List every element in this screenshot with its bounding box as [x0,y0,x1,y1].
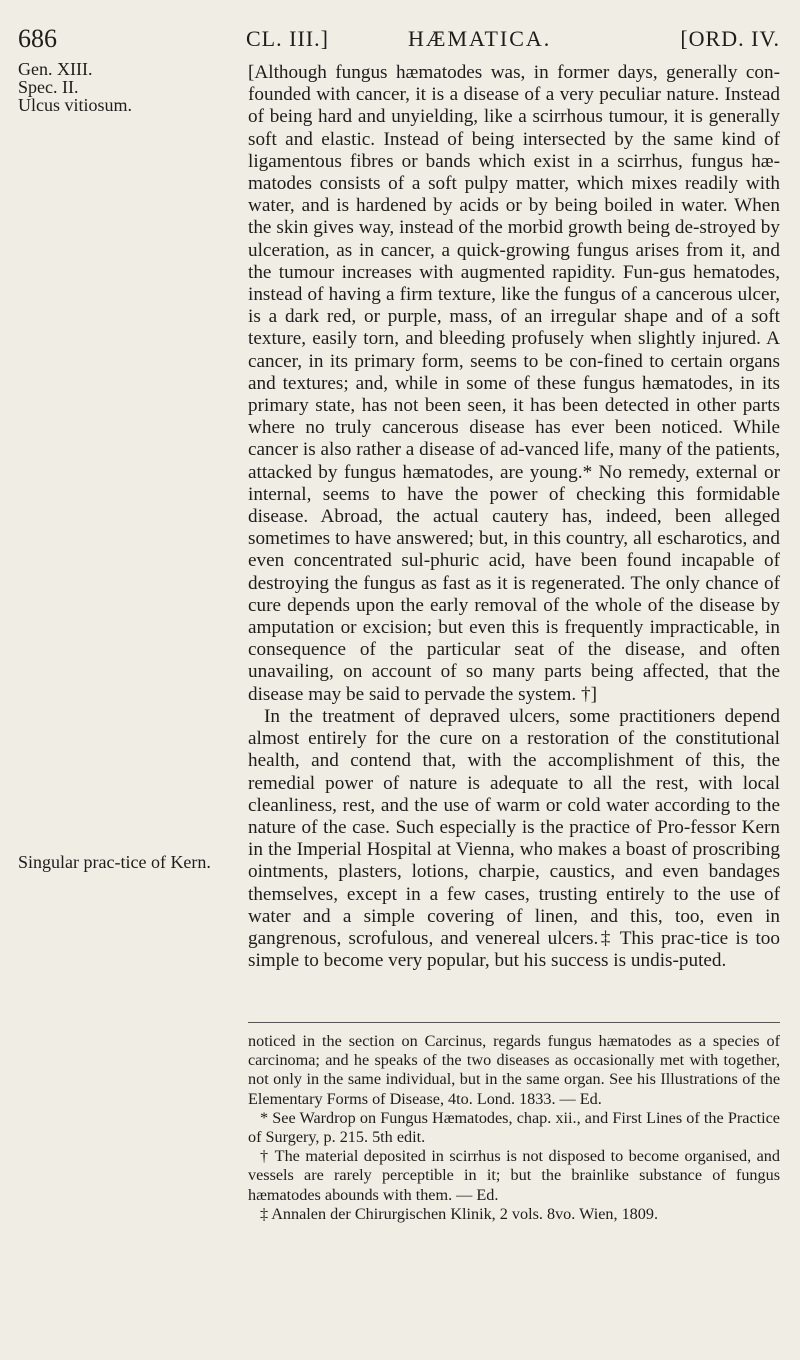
footnote-double-dagger: ‡ Annalen der Chirurgischen Klinik, 2 vols. 8vo. Wien, 1809. [260,1204,658,1223]
order-reference: [ORD. IV. [680,26,780,51]
paragraph-fungus-haematodes: [Although fungus hæmatodes was, in former days, generally con-founded with cancer, it is a disease of a very peculiar nature. Instead of being hard and unyielding, like a scirrhous tumour, it is generally soft and elastic. Instead of being intersected by the same kind of ligamentous fibres or bands which exist in a scirrhus, fungus hæ-matodes consists of a soft pulpy matter, which mixes readily with water, and is hardened by acids or by being boiled in water. When the skin gives way, instead of the morbid growth being de-stroyed by ulceration, as in cancer, a quick-growing fungus arises from it, and the tumour increases with augmented rapidity. Fun-gus hematodes, instead of having a firm texture, like the fungus of a cancerous ulcer, is a dark red, or purple, mass, of an irregular shape and of a soft texture, easily torn, and bleeding profusely when slightly injured. A cancer, in its primary form, seems to be con-fined to certain organs and textures; and, while in some of these fungus hæmatodes, in its primary state, has not been seen, it has been detected in other parts where no truly cancerous disease has ever been noticed. While cancer is also rather a disease of ad-vanced life, many of the patients, attacked by fungus hæmatodes, are young.* No remedy, external or internal, seems to have the power of checking this formidable disease. Abroad, the actual cautery has, indeed, been alleged sometimes to have answered; but, in this country, all escharotics, and even concentrated sul-phuric acid, have been found incapable of destroying the fungus as fast as it is regenerated. The only chance of cure depends upon the early removal of the whole of the disease by amputation or excision; but even this is frequently impracticable, in consequence of the particular seat of the disease, and often unavailing, on account of so many parts being affected, that the disease may be said to pervade the system. †] [248,62,780,705]
chapter-reference: CL. III.] [246,26,329,51]
margin-notes [18,59,238,872]
page-number: 686 [18,24,57,53]
running-title: HÆMATICA. [408,26,552,51]
footnote-continuation: noticed in the section on Carcinus, regards fungus hæmatodes as a species of carcinoma; and he speaks of the two diseases as occasionally met with together, not only in the same individual, but in the same organ. See his Illustrations of the Elementary Forms of Disease, 4to. Lond. 1833. — Ed. [248,1032,780,1108]
margin-note-kern: Singular prac-tice of Kern. [18,852,211,872]
main-text [248,62,780,972]
footnote-star: * See Wardrop on Fungus Hæmatodes, chap. xii., and First Lines of the Practice of Surgery, p. 215. 5th edit. [248,1108,780,1147]
margin-genus: Gen. XIII. [18,59,93,79]
page-header [18,24,780,54]
footnote-dagger: † The material deposited in scirrhus is not disposed to become organised, and vessels are rarely perceptible in it; but the brainlike substance of fungus hæmatodes abounds with them. — Ed. [248,1147,780,1204]
paragraph-depraved-ulcers: In the treatment of depraved ulcers, some practitioners depend almost entirely for the cure on a restoration of the constitutional health, and contend that, with the accomplishment of this, the remedial power of nature is adequate to all the rest, with local cleanliness, rest, and the use of warm or cold water according to the nature of the case. Such especially is the practice of Pro-fessor Kern in the Imperial Hospital at Vienna, who makes a boast of proscribing ointments, plasters, lotions, charpie, caustics, and even bandages themselves, except in a few cases, trusting entirely to the use of water and a simple covering of linen, and this, too, even in gangrenous, scrofulous, and venereal ulcers.‡ This prac-tice is too simple to become very popular, but his success is undis-puted. [248,705,780,972]
footnote-rule [248,1022,780,1023]
footnotes [248,1032,780,1224]
margin-disease-name: Ulcus vitiosum. [18,95,133,115]
margin-species: Spec. II. [18,77,79,97]
